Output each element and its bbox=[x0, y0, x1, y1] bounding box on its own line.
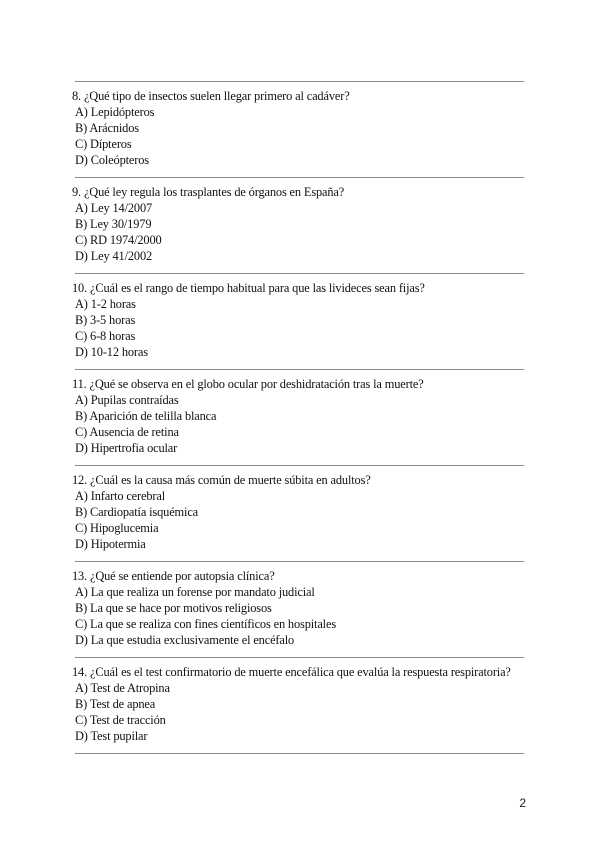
option-c: C) Ausencia de retina bbox=[75, 425, 179, 439]
option-c: C) Test de tracción bbox=[75, 713, 166, 727]
option-c: C) RD 1974/2000 bbox=[75, 233, 162, 247]
option-d: D) La que estudia exclusivamente el encéfalo bbox=[75, 633, 295, 647]
option-d: D) Ley 41/2002 bbox=[75, 249, 153, 263]
question-text: 12. ¿Cuál es la causa más común de muerte súbita en adultos? bbox=[72, 473, 371, 487]
option-a: A) Test de Atropina bbox=[75, 681, 170, 695]
option-a: A) Lepidópteros bbox=[75, 105, 155, 119]
option-c: C) Dípteros bbox=[75, 137, 132, 151]
option-b: B) Ley 30/1979 bbox=[75, 217, 152, 231]
option-c: C) Hipoglucemia bbox=[75, 521, 159, 535]
option-d: D) Hipotermia bbox=[75, 537, 146, 551]
option-c: C) La que se realiza con fines científicos en hospitales bbox=[75, 617, 336, 631]
option-a: A) Pupilas contraídas bbox=[75, 393, 179, 407]
option-c: C) 6-8 horas bbox=[75, 329, 136, 343]
option-b: B) Cardiopatía isquémica bbox=[75, 505, 199, 519]
question-12 bbox=[72, 472, 532, 552]
option-a: A) La que realiza un forense por mandato judicial bbox=[75, 585, 315, 599]
question-text: 9. ¿Qué ley regula los trasplantes de órganos en España? bbox=[72, 185, 345, 199]
separator-rule bbox=[75, 561, 524, 562]
question-9 bbox=[72, 184, 532, 264]
question-text: 10. ¿Cuál es el rango de tiempo habitual para que las livideces sean fijas? bbox=[72, 281, 425, 295]
question-text: 13. ¿Qué se entiende por autopsia clínica? bbox=[72, 569, 275, 583]
separator-rule bbox=[75, 753, 524, 754]
question-10 bbox=[72, 280, 532, 360]
separator-rule bbox=[75, 81, 524, 82]
question-13 bbox=[72, 568, 532, 648]
question-14 bbox=[72, 664, 532, 744]
separator-rule bbox=[75, 657, 524, 658]
option-b: B) Arácnidos bbox=[75, 121, 139, 135]
question-8 bbox=[72, 88, 532, 168]
page-number: 2 bbox=[519, 796, 526, 810]
separator-rule bbox=[75, 273, 524, 274]
option-b: B) Test de apnea bbox=[75, 697, 156, 711]
option-d: D) Coleópteros bbox=[75, 153, 149, 167]
separator-rule bbox=[75, 369, 524, 370]
option-d: D) Hipertrofia ocular bbox=[75, 441, 178, 455]
option-d: D) 10-12 horas bbox=[75, 345, 148, 359]
question-text: 14. ¿Cuál es el test confirmatorio de muerte encefálica que evalúa la respuesta respiratoria? bbox=[72, 665, 511, 679]
question-11 bbox=[72, 376, 532, 456]
option-b: B) 3-5 horas bbox=[75, 313, 136, 327]
option-a: A) 1-2 horas bbox=[75, 297, 136, 311]
option-b: B) La que se hace por motivos religiosos bbox=[75, 601, 272, 615]
question-text: 11. ¿Qué se observa en el globo ocular por deshidratación tras la muerte? bbox=[72, 377, 424, 391]
separator-rule bbox=[75, 177, 524, 178]
option-a: A) Ley 14/2007 bbox=[75, 201, 153, 215]
option-a: A) Infarto cerebral bbox=[75, 489, 166, 503]
separator-rule bbox=[75, 465, 524, 466]
option-d: D) Test pupilar bbox=[75, 729, 148, 743]
question-text: 8. ¿Qué tipo de insectos suelen llegar primero al cadáver? bbox=[72, 89, 350, 103]
option-b: B) Aparición de telilla blanca bbox=[75, 409, 217, 423]
